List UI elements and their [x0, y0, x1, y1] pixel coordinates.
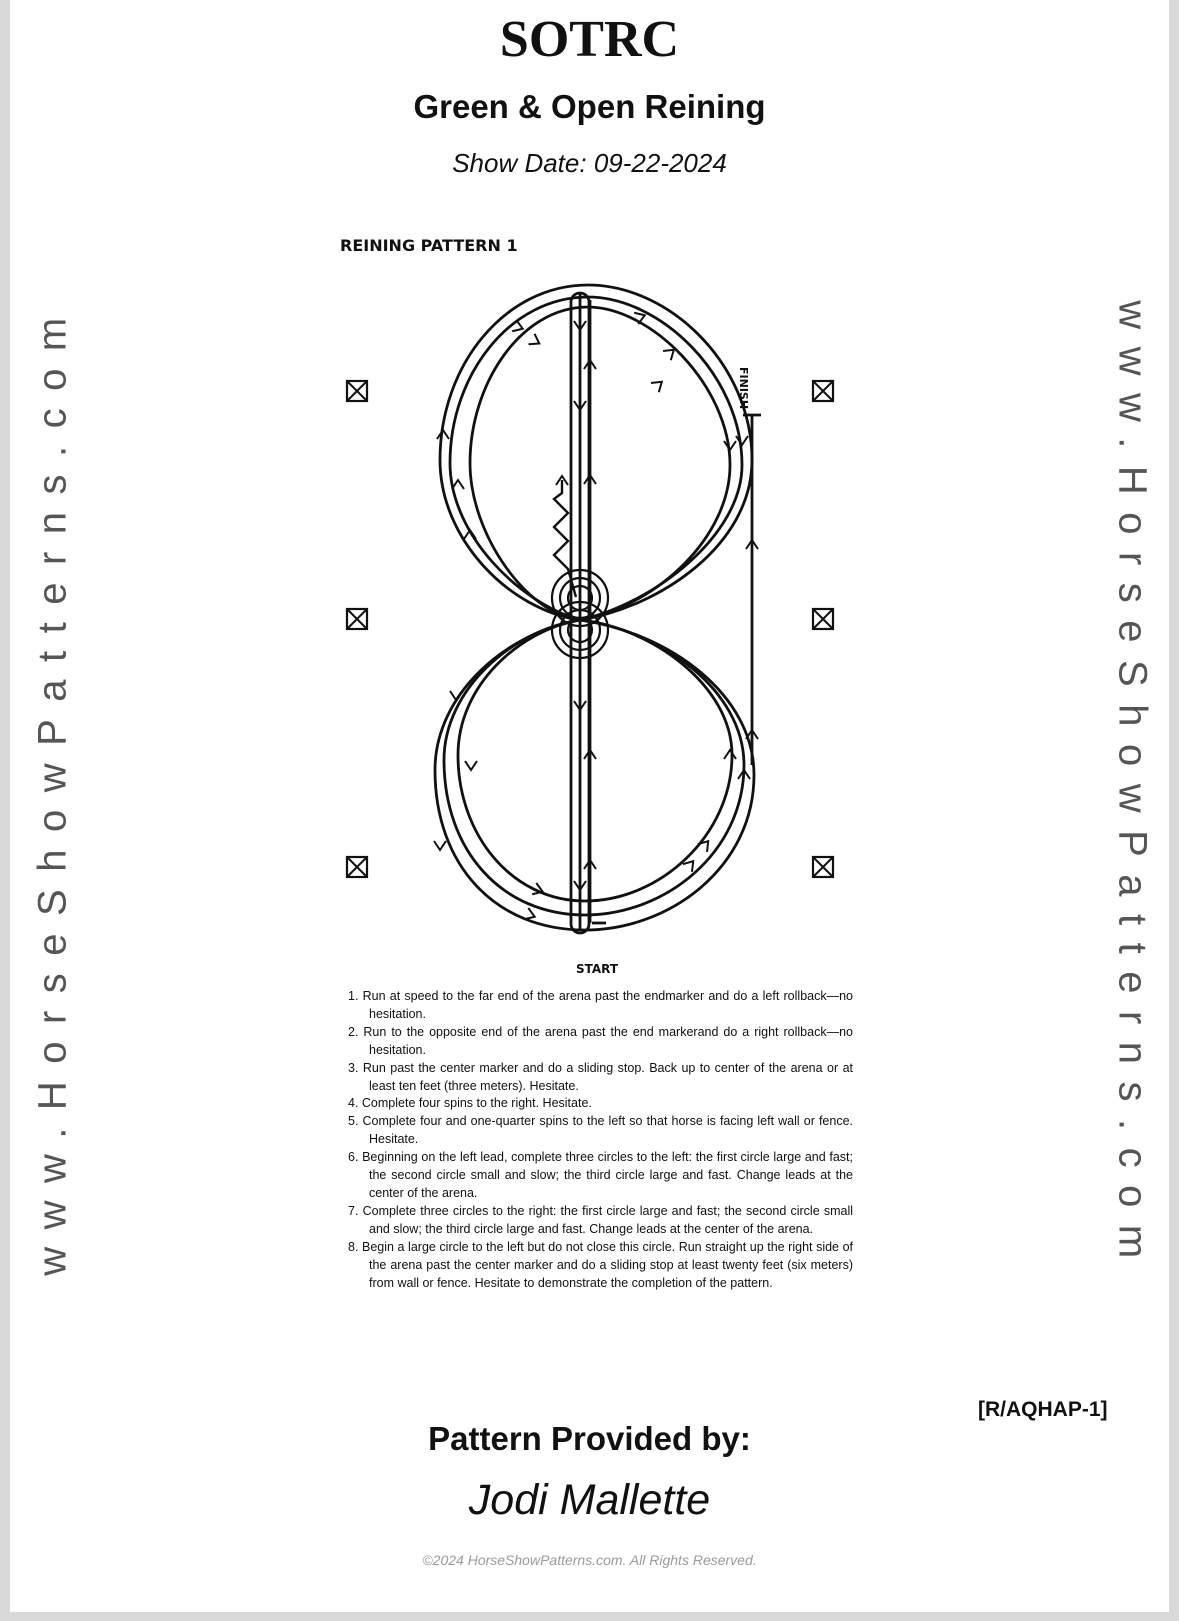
right-end-marker	[813, 381, 833, 401]
provided-by-label: Pattern Provided by:	[428, 1420, 751, 1457]
class-subtitle: Green & Open Reining	[413, 88, 766, 125]
left-watermark	[28, 195, 78, 1380]
right-watermark-text: www.HorseShowPatterns.com	[1110, 299, 1155, 1276]
finish-run-line	[743, 415, 761, 765]
left-start-marker	[347, 857, 367, 877]
show-date: Show Date: 09-22-2024	[452, 148, 727, 178]
pattern-instructions	[348, 988, 853, 1292]
right-start-marker	[813, 857, 833, 877]
show-title: SOTRC	[499, 11, 680, 68]
circle-paths	[435, 285, 754, 930]
instruction-step: 4. Complete four spins to the right. Hesitate.	[348, 1096, 592, 1111]
instruction-step: 8. Begin a large circle to the left but do not close this circle. Run straight up the right side of the arena past the center marker and do a sliding stop at least twenty feet (six meters) from wall or fence. Hesitate to demonstrate the completion of the pattern.	[348, 1239, 853, 1290]
reining-pattern-diagram	[340, 235, 860, 980]
instruction-step: 5. Complete four and one-quarter spins to the left so that horse is facing left wall or fence. Hesitate.	[348, 1114, 853, 1147]
pattern-heading: REINING PATTERN 1	[340, 236, 518, 255]
copyright-notice: ©2024 HorseShowPatterns.com. All Rights Reserved.	[422, 1552, 757, 1568]
instruction-step: 1. Run at speed to the far end of the arena past the endmarker and do a left rollback—no hesitation.	[348, 989, 853, 1021]
right-watermark	[1107, 195, 1157, 1380]
left-watermark-text: www.HorseShowPatterns.com	[30, 299, 75, 1276]
pattern-sheet	[10, 0, 1169, 1612]
instruction-step: 6. Beginning on the left lead, complete three circles to the left: the first circle large and fast; the second circle small and slow; the third circle large and fast. Change leads at the center of the arena.	[348, 1150, 853, 1200]
start-label: START	[576, 962, 619, 976]
pattern-code: [R/AQHAP-1]	[978, 1398, 1108, 1421]
provider-name: Jodi Mallette	[468, 1476, 711, 1524]
right-center-marker	[813, 609, 833, 629]
instruction-step: 2. Run to the opposite end of the arena past the end markerand do a right rollback—no hesitation.	[348, 1024, 853, 1057]
left-end-marker	[347, 381, 367, 401]
instruction-step: 7. Complete three circles to the right: the first circle large and fast; the second circle small and slow; the third circle large and fast. Change leads at the center of the arena.	[348, 1203, 853, 1236]
instruction-step: 3. Run past the center marker and do a sliding stop. Back up to center of the arena or at least ten feet (three meters). Hesitate.	[348, 1060, 853, 1093]
finish-label: FINISH	[737, 367, 750, 410]
left-center-marker	[347, 609, 367, 629]
